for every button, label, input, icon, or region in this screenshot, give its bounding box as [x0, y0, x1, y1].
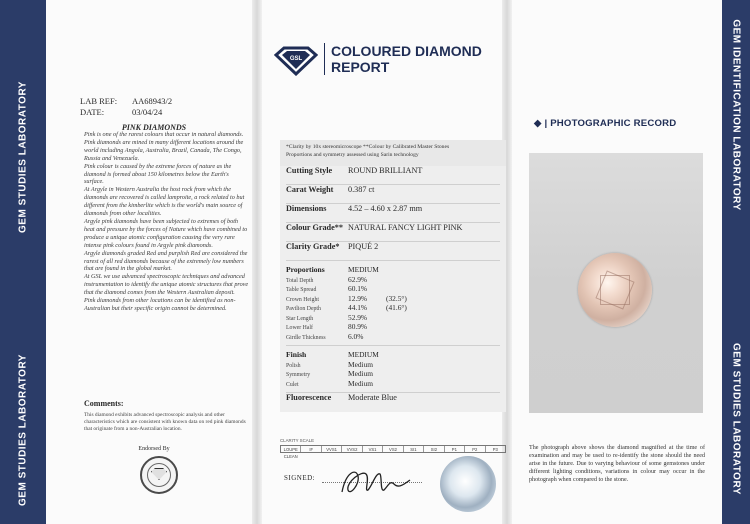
finish-value: MEDIUM	[348, 350, 379, 359]
proportion-label: Pavilion Depth	[286, 306, 321, 312]
spec-row	[286, 185, 500, 204]
finish-row-label: Polish	[286, 362, 301, 369]
proportion-row	[286, 275, 500, 285]
clarity-scale-bar	[280, 445, 506, 459]
proportion-row	[286, 284, 500, 294]
spec-row	[286, 166, 500, 185]
paragraph: Argyle diamonds graded Red and purplish Red are considered the rarest of all red diamonds because of the extremely low numbers that are found in the global market.	[84, 249, 248, 273]
proportion-label: Crown Height	[286, 296, 320, 303]
photo-title-text: PHOTOGRAPHIC RECORD	[550, 118, 677, 129]
signed-label: SIGNED:	[284, 474, 316, 482]
proportion-label: Lower Half	[286, 325, 313, 331]
proportions-group	[286, 261, 500, 346]
paragraph: At GSL we use advanced spectroscopic techniques and advanced instrumentation to identify the unique atomic structures that prove that the diamond comes from the Western Australian deposit.	[84, 273, 249, 297]
proportion-value: 12.9%	[348, 293, 368, 303]
spec-row	[286, 223, 500, 242]
proportions-header	[286, 265, 500, 275]
methodology-line: Proportions and symmetry assessed using Sarin technology	[286, 152, 419, 158]
paragraph: Pink is one of the rarest colours that occur in natural diamonds.	[84, 131, 244, 138]
date-value: 03/04/24	[132, 107, 163, 117]
clarity-grade: P1	[445, 446, 465, 452]
signature-mark	[336, 462, 416, 502]
clarity-scale-caption: CLARITY SCALE	[280, 438, 315, 443]
proportion-extra: (32.5°)	[386, 293, 407, 303]
report-title-line1: COLOURED DIAMOND	[331, 43, 482, 59]
specifications-table	[280, 166, 506, 412]
photo-title	[534, 118, 676, 129]
lab-ref-label: LAB REF:	[80, 96, 118, 106]
finish-row-value: Medium	[348, 359, 374, 369]
report-panel	[262, 0, 502, 524]
methodology-line: *Clarity by 10x stereomicroscope **Colour by Calibrated Master Stones	[286, 144, 450, 150]
clarity-grade: VVS2	[342, 446, 362, 452]
photo-note: The photograph above shows the diamond magnified at the time of examination and may be used to re-identify the stone should the need arise in the future. Due to varying behaviour of some gemstones under different lighting conditions, variations in colour may occur in the photograph when compared to the stone.	[529, 445, 705, 483]
proportion-label: Star Length	[286, 315, 314, 322]
diamond-photo	[529, 153, 703, 413]
proportion-label: Girdle Thickness	[286, 334, 326, 341]
diamond-bullet-icon: ◆ |	[534, 118, 551, 129]
clarity-scale	[280, 438, 506, 459]
proportions-value: MEDIUM	[348, 265, 379, 274]
proportion-row	[286, 294, 500, 304]
proportion-row	[286, 303, 500, 313]
lab-meta	[80, 96, 172, 118]
proportion-label: Total Depth	[286, 277, 314, 284]
clarity-grade: VS1	[363, 446, 383, 452]
proportion-row	[286, 332, 500, 342]
proportion-extra: (41.6°)	[386, 303, 407, 312]
clarity-grade: VS2	[383, 446, 403, 452]
endorsed-by-label: Endorsed By	[138, 446, 170, 452]
proportion-row	[286, 313, 500, 323]
clarity-grade: VVS1	[322, 446, 342, 452]
clarity-grade: SI2	[424, 446, 444, 452]
proportion-value: 6.0%	[348, 331, 364, 341]
spec-value: PIQUÉ 2	[348, 242, 379, 251]
comments-heading: Comments:	[84, 399, 124, 408]
proportion-value: 80.9%	[348, 322, 368, 331]
report-title-line2: REPORT	[331, 59, 390, 75]
proportion-value: 60.1%	[348, 284, 368, 293]
paragraph: At Argyle in Western Australia the host rock from which the diamonds are recovered is called lamproite, a rock related to but different from the kimberlite which is the world's main source of diamonds from other localities.	[84, 186, 245, 218]
proportion-value: 44.1%	[348, 303, 368, 312]
proportion-value: 62.9%	[348, 274, 368, 284]
clarity-grade: LOUPE CLEAN	[281, 446, 301, 452]
finish-row-value: Medium	[348, 378, 374, 388]
spec-label: Cutting Style	[286, 166, 333, 175]
finish-header	[286, 350, 500, 360]
clarity-grade: SI1	[404, 446, 424, 452]
logo-text: GSL	[289, 56, 303, 62]
clarity-grade: IF	[301, 446, 321, 452]
paragraph: Pink diamonds are mined in many different locations around the world including Angola, Australia, Brazil, Canada, The Congo, Russia and Venezuela.	[84, 138, 244, 162]
pink-diamonds-text	[84, 131, 250, 313]
left-brand-strip	[0, 0, 46, 524]
paragraph: Argyle pink diamonds have been subjected to extremes of both heat and pressure by the forces of Nature which have combined to produce a unique atomic configuration causing the very rare intense pink colours found in Argyle pink diamonds.	[84, 217, 248, 249]
pink-diamonds-heading: PINK DIAMONDS	[121, 123, 187, 132]
paragraph: Pink diamonds from other locations can be identified as non-Australian but their specific origin cannot be determined.	[84, 297, 236, 312]
spec-value: 0.387 ct	[348, 185, 375, 194]
finish-label: Finish	[286, 350, 307, 359]
fluorescence-label: Fluorescence	[286, 393, 332, 402]
paragraph: Pink colour is caused by the extreme forces of nature as the diamond is formed about 150 kilometres below the Earth's surface.	[84, 162, 232, 186]
strip-text-left-bottom: GEM STUDIES LABORATORY	[17, 353, 29, 506]
panel-fold	[252, 0, 262, 524]
hologram-seal-icon	[440, 456, 496, 512]
proportions-label: Proportions	[286, 265, 325, 274]
spec-label: Carat Weight	[286, 185, 334, 194]
spec-value: 4.52 – 4.60 x 2.87 mm	[348, 204, 423, 213]
spec-row	[286, 393, 500, 412]
finish-row	[286, 379, 500, 389]
spec-row	[286, 242, 500, 261]
finish-row-value: Medium	[348, 369, 374, 378]
clarity-grade: P2	[465, 446, 485, 452]
spec-row	[286, 204, 500, 223]
spec-value: ROUND BRILLIANT	[348, 166, 423, 175]
diamond-image	[578, 253, 652, 327]
spec-label: Clarity Grade*	[286, 242, 340, 251]
spec-value: NATURAL FANCY LIGHT PINK	[348, 223, 463, 232]
report-title	[324, 43, 482, 75]
finish-row	[286, 369, 500, 379]
strip-text-right-top: GEM IDENTIFICATION LABORATORY	[730, 19, 742, 211]
right-brand-strip	[722, 0, 750, 524]
photo-panel	[512, 0, 722, 524]
methodology-note	[280, 140, 506, 166]
clarity-grade: P3	[492, 447, 498, 452]
comments-text: This diamond exhibits advanced spectroscopic analysis and other characteristics which are consistent with known data on red pink diamonds that originate from a non-Australian location.	[84, 412, 246, 432]
fluorescence-value: Moderate Blue	[348, 393, 397, 402]
info-panel	[56, 0, 252, 524]
strip-text-left-top: GEM STUDIES LABORATORY	[17, 81, 29, 234]
finish-row-label: Symmetry	[286, 372, 311, 378]
endorsement-seal-icon	[140, 456, 178, 494]
finish-group	[286, 346, 500, 393]
strip-text-right-bottom: GEM STUDIES LABORATORY	[730, 343, 742, 496]
proportion-row	[286, 322, 500, 332]
date-label: DATE:	[80, 107, 105, 117]
proportion-label: Table Spread	[286, 287, 317, 293]
spec-label: Dimensions	[286, 204, 327, 213]
lab-ref-value: AA68943/2	[132, 96, 173, 106]
finish-row-label: Culet	[286, 381, 299, 388]
proportion-value: 52.9%	[348, 312, 368, 322]
spec-label: Colour Grade**	[286, 223, 343, 232]
finish-row	[286, 360, 500, 370]
gsl-logo-icon	[274, 46, 318, 76]
